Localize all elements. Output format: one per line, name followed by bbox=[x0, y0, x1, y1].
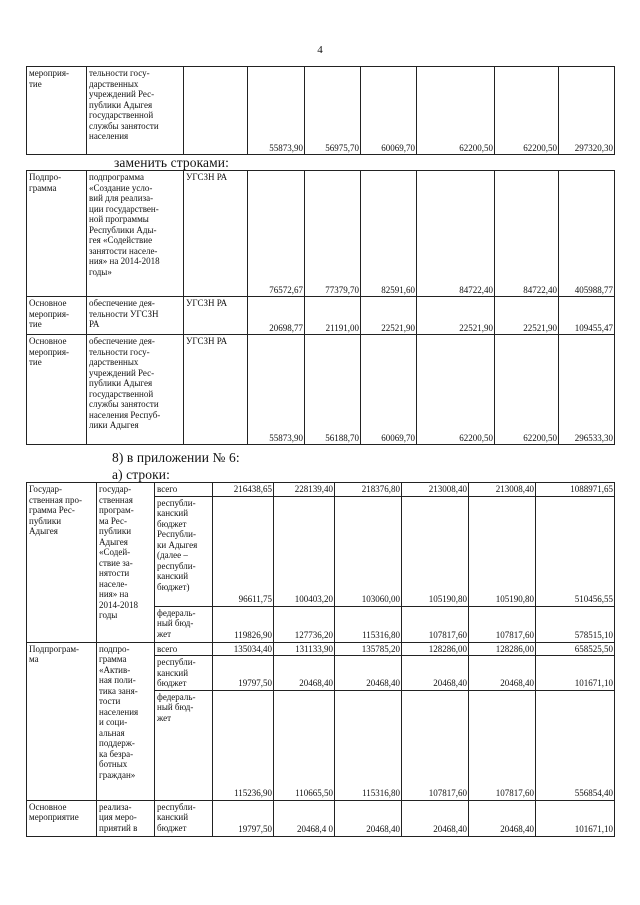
value-cell: 107817,60 bbox=[402, 606, 469, 642]
row-description: обеспечение дея- тельности госу- дарственных учреждений Рес- публики Адыгея государственной службы занятости населения Респуб- лики Адыгея bbox=[87, 335, 184, 445]
value-cell: 131133,90 bbox=[274, 642, 335, 656]
value-cell: 19797,50 bbox=[213, 656, 274, 691]
funding-source: всего bbox=[155, 642, 213, 656]
row-description: подпро- грамма «Актив- ная поли- тика заня- тости населения и соци- альная поддерж- ка безра- ботных граждан» bbox=[97, 642, 155, 800]
value-cell: 77379,70 bbox=[305, 171, 361, 297]
value-cell: 20468,40 bbox=[469, 800, 536, 836]
value-cell: 96611,75 bbox=[213, 496, 274, 606]
value-cell: 101671,10 bbox=[536, 800, 615, 836]
row-executor: УГСЗН РА bbox=[184, 335, 248, 445]
value-cell: 110665,50 bbox=[274, 690, 335, 800]
row-name: Основное мероприя- тие bbox=[27, 335, 87, 445]
row-description: реализа- ция меро- приятий в bbox=[97, 800, 155, 836]
value-cell: 216438,65 bbox=[213, 483, 274, 497]
value-cell: 107817,60 bbox=[402, 690, 469, 800]
value-cell: 22521,90 bbox=[495, 297, 559, 335]
value-cell: 101671,10 bbox=[536, 656, 615, 691]
value-cell: 82591,60 bbox=[361, 171, 417, 297]
funding-source: республи- канский бюджет bbox=[155, 800, 213, 836]
table-fragment-top bbox=[26, 66, 615, 155]
value-cell: 55873,90 bbox=[248, 335, 305, 445]
value-cell: 20468,40 bbox=[402, 656, 469, 691]
value-cell: 135034,40 bbox=[213, 642, 274, 656]
row-executor: УГСЗН РА bbox=[184, 171, 248, 297]
row-executor bbox=[184, 67, 248, 155]
row-executor: УГСЗН РА bbox=[184, 297, 248, 335]
table-row bbox=[27, 335, 615, 445]
value-cell: 62200,50 bbox=[495, 335, 559, 445]
funding-source: республи- канский бюджет Республи- ки Адыгея (далее – республи- канский бюджет) bbox=[155, 496, 213, 606]
funding-source: федераль- ный бюд- жет bbox=[155, 690, 213, 800]
value-cell: 21191,00 bbox=[305, 297, 361, 335]
row-name: Основное мероприя- тие bbox=[27, 297, 87, 335]
row-name: Подпро- грамма bbox=[27, 171, 87, 297]
heading-rows: а) строки: bbox=[112, 467, 170, 482]
heading-replace: заменить строками: bbox=[114, 155, 229, 170]
value-cell: 20698,77 bbox=[248, 297, 305, 335]
value-cell: 56188,70 bbox=[305, 335, 361, 445]
funding-source: республи- канский бюджет bbox=[155, 656, 213, 691]
value-cell: 105190,80 bbox=[469, 496, 536, 606]
page-number: 4 bbox=[317, 44, 323, 56]
table-row bbox=[27, 67, 615, 155]
value-cell: 109455,47 bbox=[559, 297, 615, 335]
value-cell: 84722,40 bbox=[495, 171, 559, 297]
value-cell: 60069,70 bbox=[361, 67, 417, 155]
value-cell: 115236,90 bbox=[213, 690, 274, 800]
value-cell: 128286,00 bbox=[402, 642, 469, 656]
value-cell: 296533,30 bbox=[559, 335, 615, 445]
table-row bbox=[27, 800, 615, 836]
value-cell: 115316,80 bbox=[335, 690, 402, 800]
row-name: мероприя- тие bbox=[27, 67, 87, 155]
value-cell: 128286,00 bbox=[469, 642, 536, 656]
value-cell: 22521,90 bbox=[361, 297, 417, 335]
row-description: государ- ственная програм- ма Рес- публики Адыгея «Содей- ствие за- нятости населе- ния» на 2014-2018 годы bbox=[97, 483, 155, 643]
value-cell: 107817,60 bbox=[469, 690, 536, 800]
value-cell: 135785,20 bbox=[335, 642, 402, 656]
row-name: Государ- ственная про- грамма Рес- публики Адыгея bbox=[27, 483, 97, 643]
value-cell: 56975,70 bbox=[305, 67, 361, 155]
row-description: обеспечение дея- тельности УГСЗН РА bbox=[87, 297, 184, 335]
value-cell: 1088971,65 bbox=[536, 483, 615, 497]
value-cell: 22521,90 bbox=[417, 297, 495, 335]
value-cell: 105190,80 bbox=[402, 496, 469, 606]
value-cell: 115316,80 bbox=[335, 606, 402, 642]
funding-source: всего bbox=[155, 483, 213, 497]
heading-appendix: 8) в приложении № 6: bbox=[112, 450, 240, 465]
row-name: Основное мероприятие bbox=[27, 800, 97, 836]
row-description: подпрограмма «Создание усло- вий для реализа- ции государствен- ной программы Республики Ады- гея «Содействие занятости населе- ния» на 2014-2018 годы» bbox=[87, 171, 184, 297]
value-cell: 20468,40 bbox=[335, 656, 402, 691]
table-row bbox=[27, 171, 615, 297]
value-cell: 100403,20 bbox=[274, 496, 335, 606]
value-cell: 76572,67 bbox=[248, 171, 305, 297]
table-row bbox=[27, 483, 615, 497]
value-cell: 228139,40 bbox=[274, 483, 335, 497]
value-cell: 55873,90 bbox=[248, 67, 305, 155]
value-cell: 19797,50 bbox=[213, 800, 274, 836]
value-cell: 658525,50 bbox=[536, 642, 615, 656]
value-cell: 405988,77 bbox=[559, 171, 615, 297]
value-cell: 20468,40 bbox=[274, 656, 335, 691]
value-cell: 107817,60 bbox=[469, 606, 536, 642]
row-description: тельности госу- дарственных учреждений Рес- публики Адыгея государственной службы занятости населения bbox=[87, 67, 184, 155]
value-cell: 60069,70 bbox=[361, 335, 417, 445]
value-cell: 510456,55 bbox=[536, 496, 615, 606]
value-cell: 127736,20 bbox=[274, 606, 335, 642]
value-cell: 62200,50 bbox=[417, 335, 495, 445]
value-cell: 20468,40 bbox=[335, 800, 402, 836]
value-cell: 62200,50 bbox=[417, 67, 495, 155]
table-row bbox=[27, 297, 615, 335]
value-cell: 62200,50 bbox=[495, 67, 559, 155]
value-cell: 20468,4 0 bbox=[274, 800, 335, 836]
value-cell: 20468,40 bbox=[469, 656, 536, 691]
table-appendix-6 bbox=[26, 482, 615, 837]
value-cell: 119826,90 bbox=[213, 606, 274, 642]
value-cell: 297320,30 bbox=[559, 67, 615, 155]
table-replacement bbox=[26, 170, 615, 445]
value-cell: 218376,80 bbox=[335, 483, 402, 497]
value-cell: 213008,40 bbox=[469, 483, 536, 497]
value-cell: 556854,40 bbox=[536, 690, 615, 800]
value-cell: 20468,40 bbox=[402, 800, 469, 836]
value-cell: 84722,40 bbox=[417, 171, 495, 297]
value-cell: 103060,00 bbox=[335, 496, 402, 606]
value-cell: 213008,40 bbox=[402, 483, 469, 497]
funding-source: федераль- ный бюд- жет bbox=[155, 606, 213, 642]
row-name: Подпрограм- ма bbox=[27, 642, 97, 800]
value-cell: 578515,10 bbox=[536, 606, 615, 642]
table-row bbox=[27, 642, 615, 656]
